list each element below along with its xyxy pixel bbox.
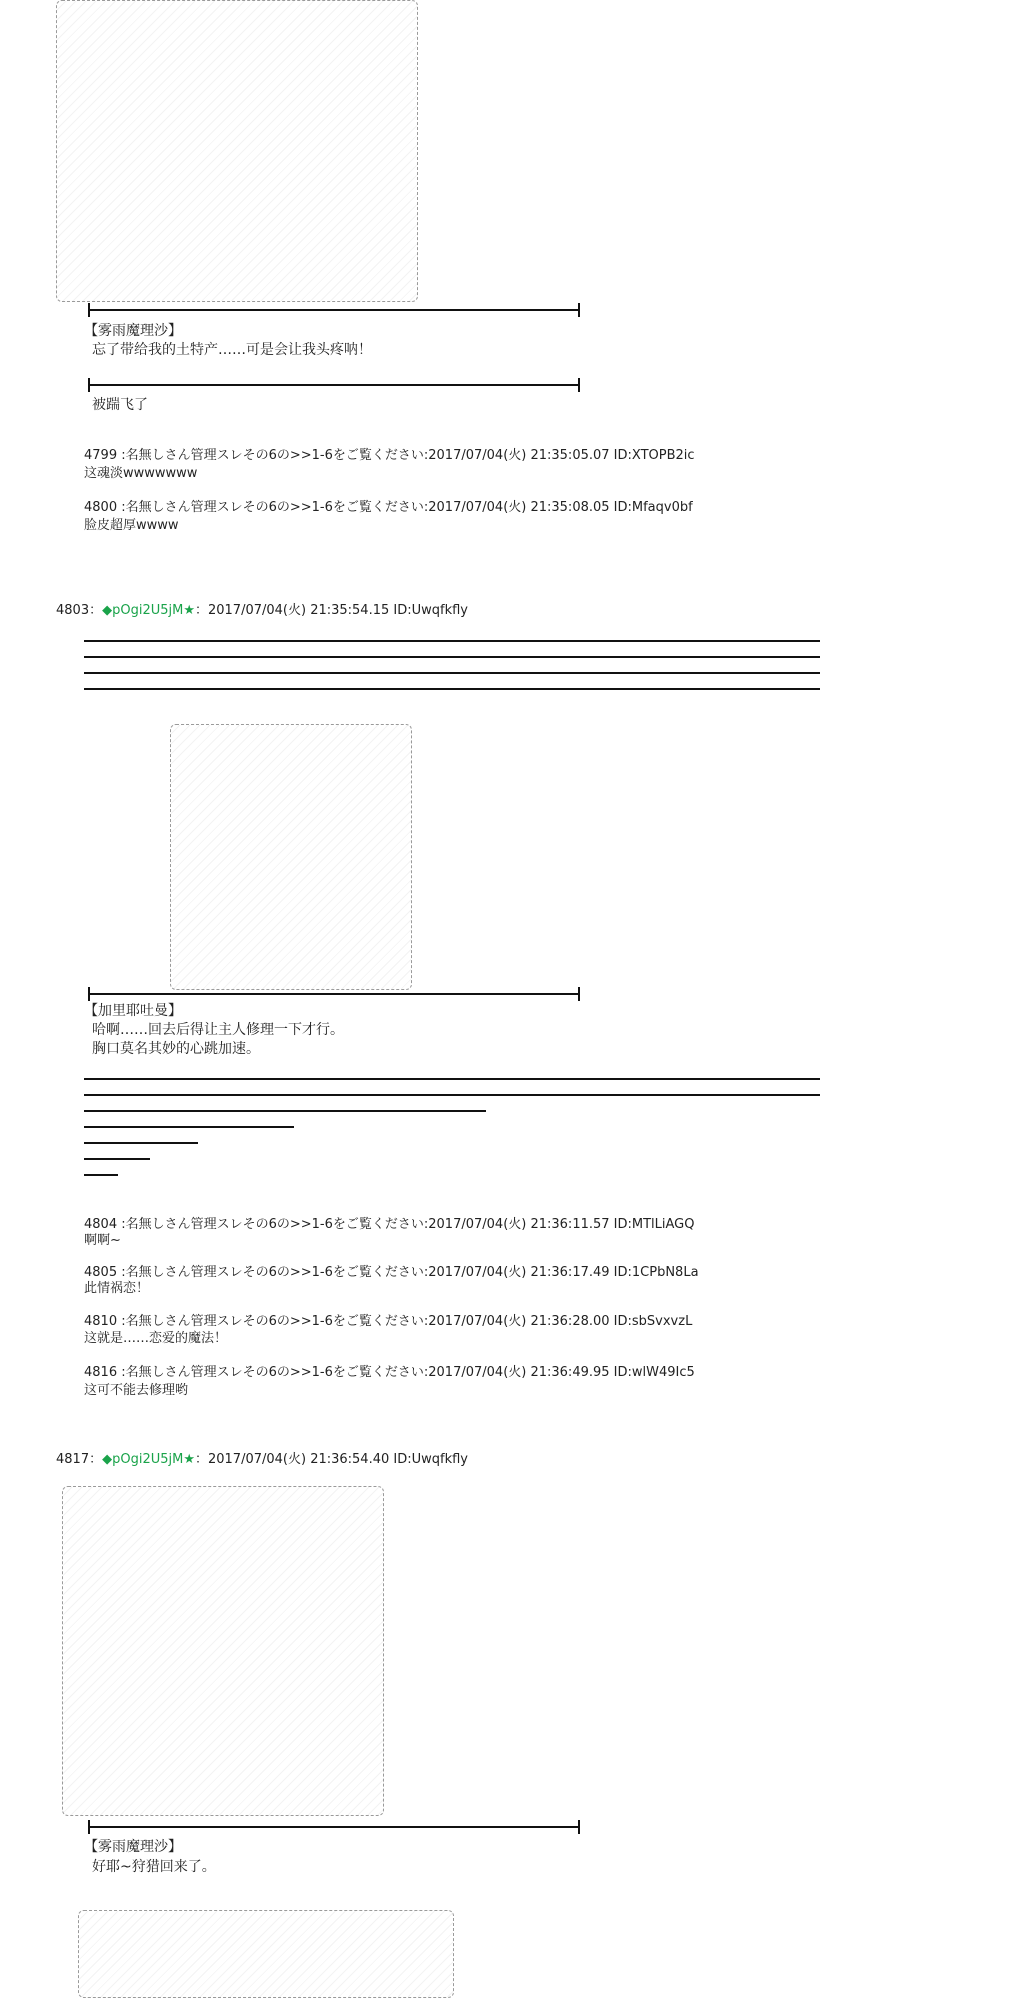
post-trip[interactable]: ◆pOgi2U5jM (102, 603, 184, 618)
ascii-art-marisa-top (56, 0, 418, 302)
ascii-art-bottom-partial (78, 1910, 454, 1998)
speaker-label: 【加里耶吐曼】 (84, 1003, 182, 1019)
frame-line (88, 993, 580, 995)
frame-tick-right (578, 1820, 580, 1834)
speaker-label: 【雾雨魔理沙】 (84, 1839, 182, 1855)
ascii-art-marisa-bottom (62, 1486, 384, 1816)
reply-header: 4800 :名無しさん管理スレその6の>>1-6をご覧ください:2017/07/04(火) 21:35:08.05 ID:Mfaqv0bf (84, 500, 693, 515)
frame-tick-right (578, 987, 580, 1001)
post-meta: ：2017/07/04(火) 21:35:54.15 ID:Uwqfkfly (194, 603, 468, 618)
post-header (56, 602, 468, 619)
star-icon: ★ (183, 1452, 195, 1467)
post-meta: ：2017/07/04(火) 21:36:54.40 ID:Uwqfkfly (194, 1452, 468, 1467)
reply-header: 4816 :名無しさん管理スレその6の>>1-6をご覧ください:2017/07/04(火) 21:36:49.95 ID:wlW49Ic5 (84, 1365, 695, 1380)
divider-rule (84, 1142, 198, 1144)
post-number: 4817： (56, 1452, 103, 1467)
frame-line (88, 309, 580, 311)
ascii-art-character-middle (170, 724, 412, 990)
reply-body: 这可不能去修理哟 (84, 1383, 189, 1398)
divider-rule (84, 1126, 294, 1128)
divider-rule (84, 1110, 486, 1112)
post-header (56, 1451, 468, 1468)
frame-tick-right (578, 378, 580, 392)
dialogue-line: 好耶~狩猎回来了。 (92, 1859, 216, 1875)
reply-header: 4804 :名無しさん管理スレその6の>>1-6をご覧ください:2017/07/04(火) 21:36:11.57 ID:MTlLiAGQ (84, 1217, 695, 1232)
divider-rule (84, 672, 820, 674)
reply-body: 这就是……恋爱的魔法！ (84, 1331, 228, 1346)
reply-body: 啊啊~ (84, 1233, 121, 1248)
reply-body: 脸皮超厚wwww (84, 518, 179, 533)
reply-body: 这魂淡wwwwwww (84, 466, 198, 481)
dialogue-line: 哈啊……回去后得让主人修理一下才行。 (92, 1022, 344, 1038)
divider-rule (84, 1174, 118, 1176)
narration-line: 被踹飞了 (92, 397, 148, 413)
reply-header: 4805 :名無しさん管理スレその6の>>1-6をご覧ください:2017/07/04(火) 21:36:17.49 ID:1CPbN8La (84, 1265, 699, 1280)
post-trip[interactable]: ◆pOgi2U5jM (102, 1452, 184, 1467)
divider-rule (84, 656, 820, 658)
reply-header: 4799 :名無しさん管理スレその6の>>1-6をご覧ください:2017/07/04(火) 21:35:05.07 ID:XTOPB2ic (84, 448, 695, 463)
reply-header: 4810 :名無しさん管理スレその6の>>1-6をご覧ください:2017/07/04(火) 21:36:28.00 ID:sbSvxvzL (84, 1314, 693, 1329)
divider-rule (84, 1078, 820, 1080)
post-number: 4803： (56, 603, 103, 618)
frame-line (88, 384, 580, 386)
divider-rule (84, 640, 820, 642)
frame-tick-right (578, 303, 580, 317)
frame-line (88, 1826, 580, 1828)
star-icon: ★ (183, 603, 195, 618)
reply-body: 此情祸恋！ (84, 1281, 150, 1296)
divider-rule (84, 1094, 820, 1096)
divider-rule (84, 1158, 150, 1160)
divider-rule (84, 688, 820, 690)
dialogue-line: 胸口莫名其妙的心跳加速。 (92, 1041, 260, 1057)
dialogue-line: 忘了带给我的土特产……可是会让我头疼呐！ (92, 342, 372, 358)
speaker-label: 【雾雨魔理沙】 (84, 323, 182, 339)
